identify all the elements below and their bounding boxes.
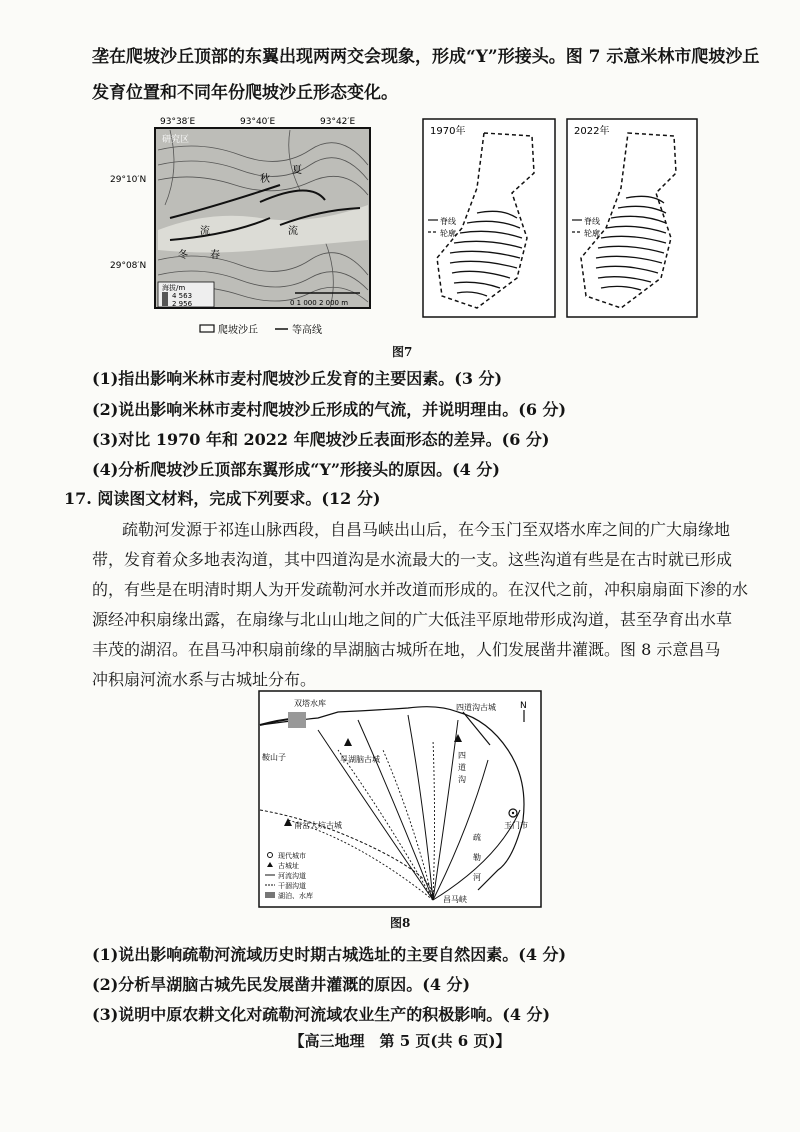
sidaogou-char-3: 沟 bbox=[458, 775, 466, 784]
yumen-label: 玉门市 bbox=[504, 821, 528, 830]
lon-label-3: 93°42′E bbox=[320, 117, 356, 127]
q17-para-line-2: 带，发育着众多地表沟道，其中四道沟是水流最大的一支。这些沟道有些是在古时就已形成 bbox=[92, 550, 733, 569]
nanchai-city-label: 南岔大坑古城 bbox=[294, 821, 342, 830]
q16-1: (1)指出影响米林市麦村爬坡沙丘发育的主要因素。(3 分) bbox=[92, 369, 503, 388]
legend-ancient-city: 古城址 bbox=[278, 862, 299, 870]
mountain-label: 鞍山子 bbox=[262, 753, 286, 762]
sidaogou-char-2: 道 bbox=[458, 763, 466, 772]
panel-2022-year: 2022年 bbox=[574, 126, 610, 137]
panel-2022-outline: 轮廓 bbox=[584, 229, 600, 238]
season-summer: 夏 bbox=[292, 165, 302, 176]
panel-2022-ridge: 脊线 bbox=[584, 217, 600, 226]
shule-char-1: 疏 bbox=[473, 833, 481, 842]
panel-1970-year: 1970年 bbox=[430, 126, 466, 137]
hanhunao-city-label: 旱湖脑古城 bbox=[340, 755, 380, 764]
changma-label: 昌马峡 bbox=[443, 895, 467, 904]
shule-char-2: 勒 bbox=[473, 853, 481, 862]
elevation-high: 4 563 bbox=[172, 292, 193, 300]
river-label: 流 bbox=[200, 226, 210, 237]
figure-7-panel-2022 bbox=[566, 118, 698, 318]
q17-para-line-3: 的，有些是在明清时期人为开发疏勒河水并改道而形成的。在汉代之前，冲积扇扇面下渗的水 bbox=[92, 580, 749, 599]
scale-label: 0 1 000 2 000 m bbox=[290, 299, 349, 307]
figure-8-caption: 图8 bbox=[390, 916, 411, 930]
lon-label-2: 93°40′E bbox=[240, 117, 276, 127]
elevation-title: 海拔/m bbox=[162, 284, 186, 292]
intro-line-1: 垄在爬坡沙丘顶部的东翼出现两两交会现象，形成“Y”形接头。图 7 示意米林市爬坡沙丘 bbox=[92, 47, 760, 67]
north-label: N bbox=[520, 701, 527, 711]
lat-label-1: 29°10′N bbox=[110, 175, 147, 185]
legend-river: 河流沟道 bbox=[278, 872, 306, 880]
legend-contour: 等高线 bbox=[292, 325, 322, 336]
panel-1970-outline: 轮廓 bbox=[440, 229, 456, 238]
legend-lake: 湖泊、水库 bbox=[278, 892, 313, 900]
intro-line-2: 发育位置和不同年份爬坡沙丘形态变化。 bbox=[92, 83, 398, 103]
figure-7-caption: 图7 bbox=[392, 345, 413, 359]
q17-para-line-1: 疏勒河发源于祁连山脉西段，自昌马峡出山后，在今玉门至双塔水库之间的广大扇缘地 bbox=[122, 520, 731, 539]
study-area-label: 研究区 bbox=[162, 135, 190, 145]
lat-label-2: 29°08′N bbox=[110, 261, 147, 271]
season-spring: 春 bbox=[210, 250, 220, 261]
panel-1970-ridge: 脊线 bbox=[440, 217, 456, 226]
q16-3: (3)对比 1970 年和 2022 年爬坡沙丘表面形态的差异。(6 分) bbox=[92, 430, 550, 449]
q17-header: 17. 阅读图文材料，完成下列要求。(12 分) bbox=[64, 489, 381, 508]
figure-7-map bbox=[110, 110, 380, 350]
season-winter: 冬 bbox=[178, 250, 188, 261]
figure-7-panel-1970 bbox=[422, 118, 556, 318]
q17-2: (2)分析旱湖脑古城先民发展凿井灌溉的原因。(4 分) bbox=[92, 975, 471, 994]
lon-label-1: 93°38′E bbox=[160, 117, 196, 127]
q17-para-line-5: 丰茂的湖沼。在昌马冲积扇前缘的旱湖脑古城所在地，人们发展凿井灌溉。图 8 示意昌马 bbox=[92, 640, 721, 659]
q17-1: (1)说出影响疏勒河流域历史时期古城选址的主要自然因素。(4 分) bbox=[92, 945, 567, 964]
sidaogou-char-1: 四 bbox=[458, 751, 466, 760]
q16-4: (4)分析爬坡沙丘顶部东翼形成“Y”形接头的原因。(4 分) bbox=[92, 460, 500, 479]
q17-para-line-4: 源经冲积扇缘出露，在扇缘与北山山地之间的广大低洼平原地带形成沟道，甚至孕育出水草 bbox=[92, 610, 733, 629]
elevation-low: 2 956 bbox=[172, 300, 193, 308]
page-footer: 【高三地理 第 5 页(共 6 页)】 bbox=[289, 1032, 511, 1050]
sidaogou-city-label: 四道沟古城 bbox=[456, 703, 496, 712]
q16-2: (2)说出影响米林市麦村爬坡沙丘形成的气流，并说明理由。(6 分) bbox=[92, 400, 567, 419]
shule-char-3: 河 bbox=[473, 873, 481, 882]
reservoir-label: 双塔水库 bbox=[294, 699, 326, 708]
figure-8-map bbox=[258, 690, 542, 908]
q17-3: (3)说明中原农耕文化对疏勒河流域农业生产的积极影响。(4 分) bbox=[92, 1005, 551, 1024]
legend-modern-city: 现代城市 bbox=[278, 852, 306, 860]
q17-para-line-6: 冲积扇河流水系与古城址分布。 bbox=[92, 670, 317, 689]
season-autumn: 秋 bbox=[260, 174, 270, 185]
legend-dune: 爬坡沙丘 bbox=[218, 325, 258, 336]
river-label-2: 流 bbox=[288, 226, 298, 237]
legend-dry-channel: 干涸沟道 bbox=[278, 882, 306, 890]
